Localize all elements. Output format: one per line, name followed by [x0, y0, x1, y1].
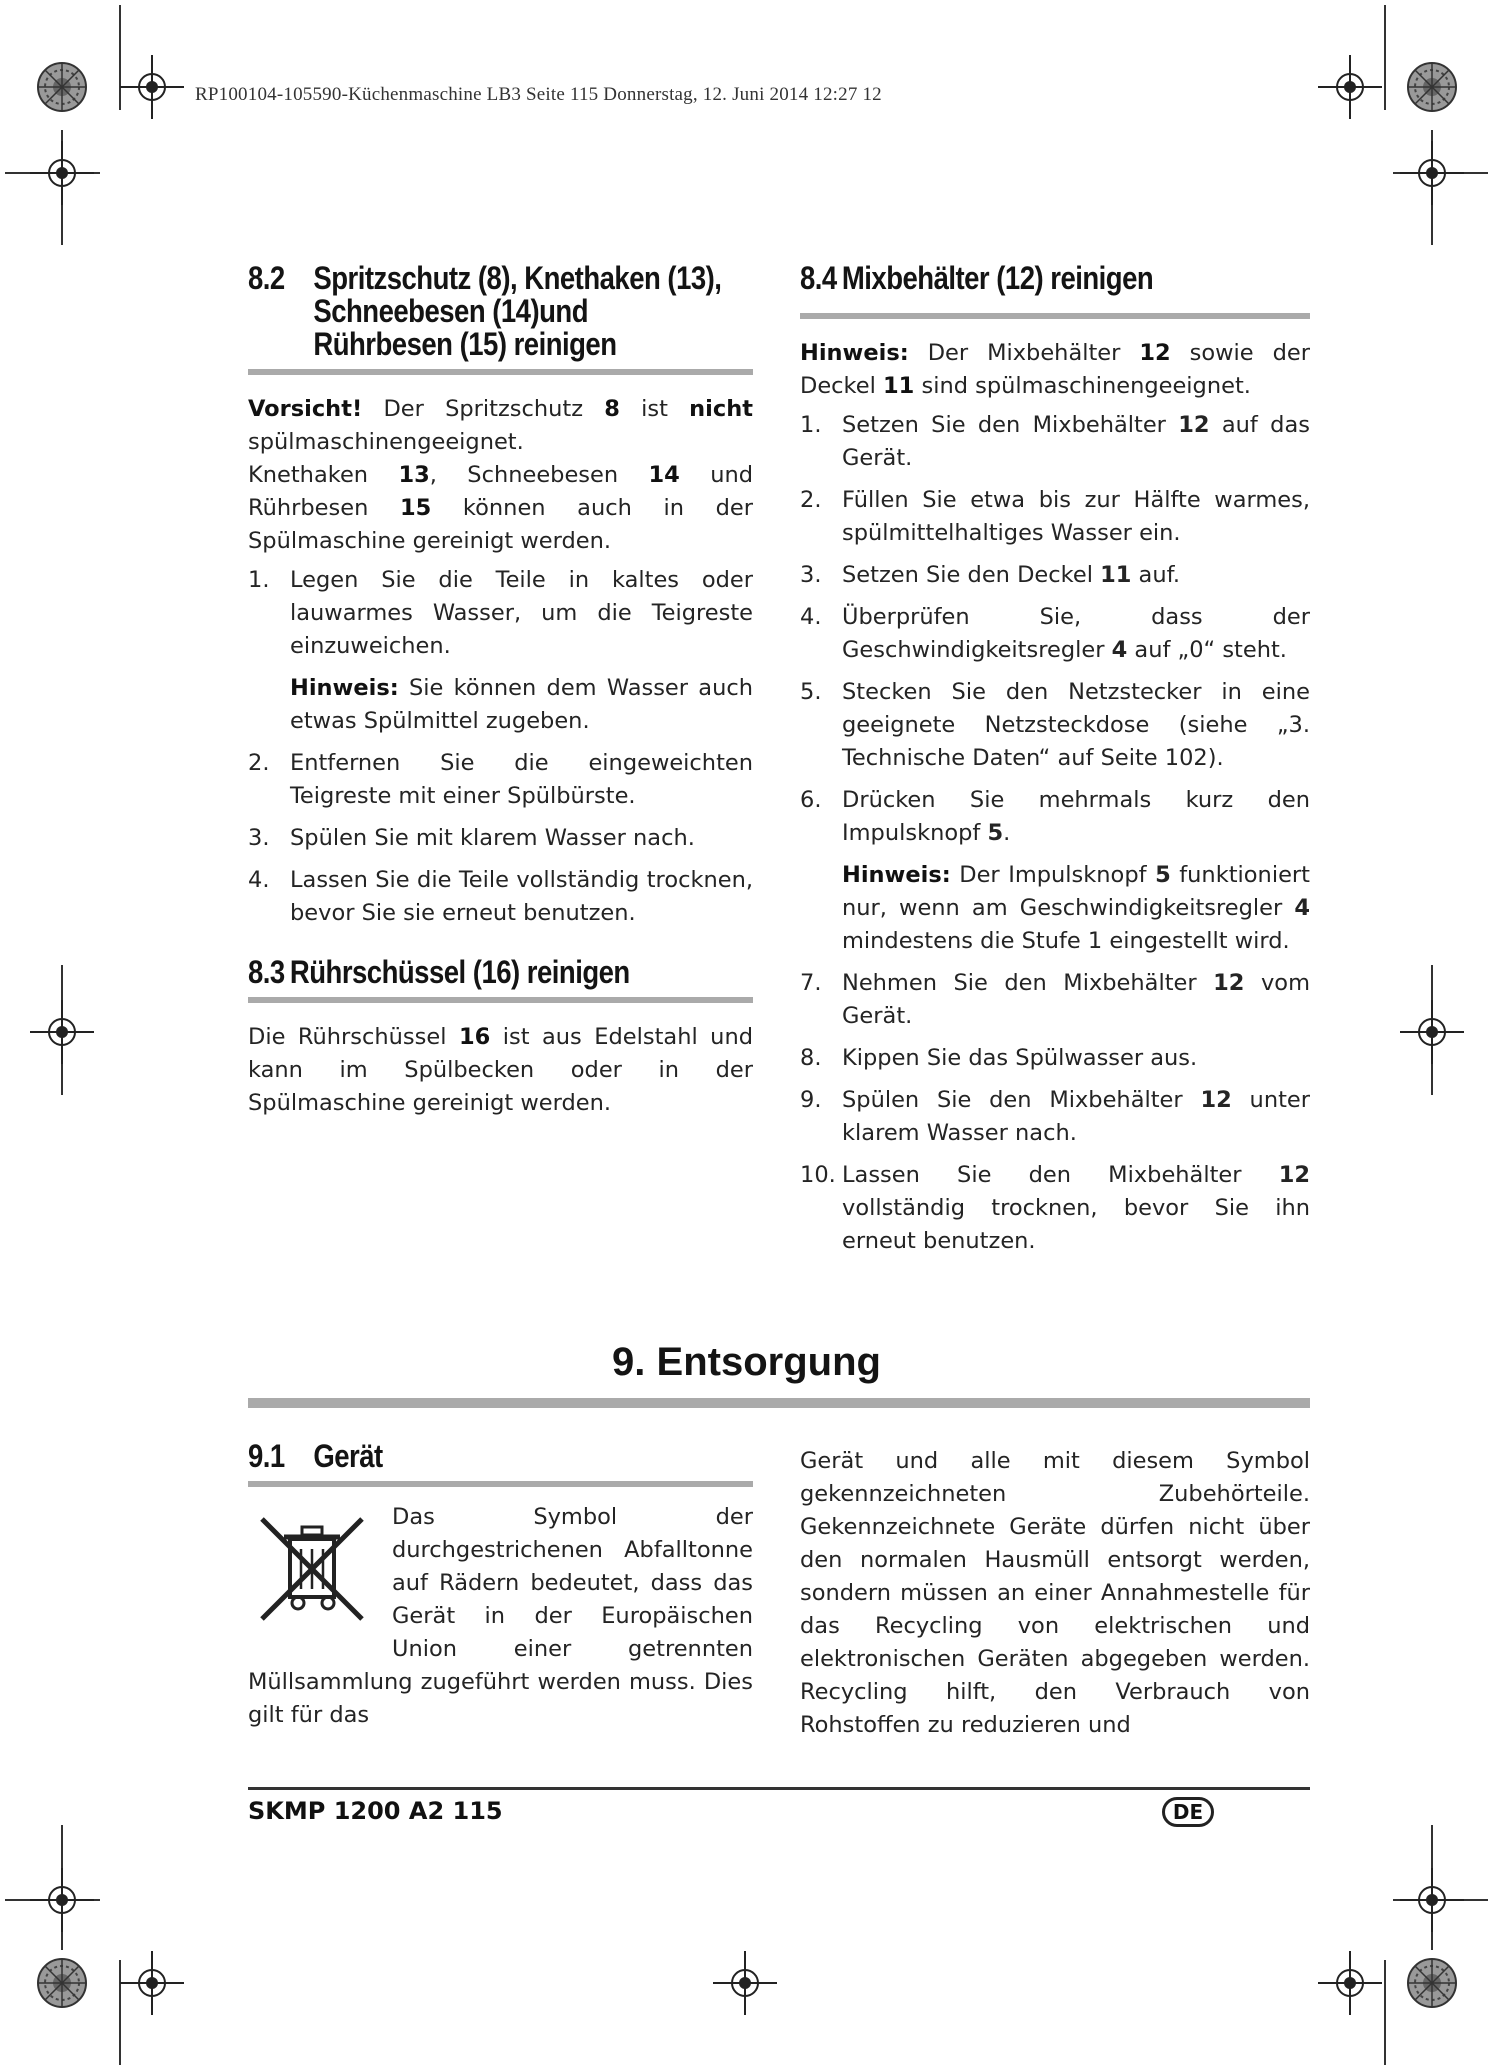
list-item: 5. Stecken Sie den Netzstecker in eine geeignete Netzsteckdose (siehe „3. Technische Daten“ auf Seite 102).	[800, 679, 1310, 771]
section-number: 8.2	[248, 260, 285, 296]
section-title: Gerät	[313, 1438, 383, 1474]
section-9-heading: 9. Entsorgung	[612, 1340, 881, 1384]
list-item: 4. Überprüfen Sie, dass der Geschwindigkeitsregler 4 auf „0“ steht.	[800, 604, 1310, 663]
list-item: 2. Entfernen Sie die eingeweichten Teigreste mit einer Spülbürste.	[248, 750, 753, 809]
disposal-continued-paragraph: Gerät und alle mit diesem Symbol gekennzeichneten Zubehörteile. Gekennzeichnete Geräte dürfen nicht über den normalen Hausmüll entsorgt werden, sondern müssen an einer Annahmestelle für das Recycling von elektrischen und elektronischen Geräten abgegeben werden. Recycling hilft, den Verbrauch von Rohstoffen zu reduzieren und	[800, 1448, 1310, 1738]
section-number: 9.1	[248, 1438, 285, 1474]
list-item: 3. Spülen Sie mit klarem Wasser nach.	[248, 825, 695, 851]
language-badge: DE	[1162, 1797, 1214, 1827]
section-rule	[248, 1481, 753, 1487]
left-column	[248, 262, 753, 1120]
list-item: 1. Setzen Sie den Mixbehälter 12 auf das Gerät.	[800, 412, 1310, 471]
dishwasher-paragraph: Knethaken 13, Schneebesen 14 und Rührbesen 15 können auch in der Spülmaschine gereinigt werden.	[248, 462, 754, 554]
mixer-note-paragraph: Hinweis: Der Mixbehälter 12 sowie der Deckel 11 sind spülmaschinengeeignet.	[800, 340, 1310, 399]
section-title: Rührschüssel (16) reinigen	[289, 954, 630, 990]
footer-rule	[248, 1787, 1310, 1790]
section-9-1-heading	[248, 1440, 752, 1473]
section-rule	[800, 313, 1310, 319]
disposal-symbol-paragraph: Das Symbol der durchgestrichenen Abfalltonne auf Rädern bedeutet, dass das Gerät in der Europäischen Union einer getrennten Müllsammlung zugeführt werden muss. Dies gilt für das	[248, 1504, 753, 1728]
list-item: 1. Legen Sie die Teile in kaltes oder lauwarmes Wasser, um die Teigreste einzuweichen.	[248, 567, 753, 659]
list-item: 2. Füllen Sie etwa bis zur Hälfte warmes, spülmittelhaltiges Wasser ein.	[800, 487, 1310, 546]
warning-paragraph: Vorsicht! Der Spritzschutz 8 ist nicht spülmaschinengeeignet.	[248, 396, 753, 455]
list-item: 9. Spülen Sie den Mixbehälter 12 unter klarem Wasser nach.	[800, 1087, 1310, 1146]
list-item: 8. Kippen Sie das Spülwasser aus.	[800, 1045, 1198, 1071]
note-paragraph: Hinweis: Sie können dem Wasser auch etwas Spülmittel zugeben.	[290, 675, 753, 734]
bowl-paragraph: Die Rührschüssel 16 ist aus Edelstahl und kann im Spülbecken oder in der Spülmaschine gereinigt werden.	[248, 1024, 753, 1116]
print-slug-line: RP100104-105590-Küchenmaschine LB3 Seite 115 Donnerstag, 12. Juni 2014 12:27 12	[195, 84, 882, 105]
section-title: Spritzschutz (8), Knethaken (13), Schneebesen (14)und Rührbesen (15) reinigen	[313, 260, 722, 362]
section-9-1-left	[248, 1440, 753, 1732]
list-item: 10. Lassen Sie den Mixbehälter 12 vollständig trocknen, bevor Sie ihn erneut benutzen.	[800, 1162, 1310, 1254]
section-rule	[248, 997, 753, 1003]
section-9-1-right	[800, 1445, 1310, 1742]
list-item: 4. Lassen Sie die Teile vollständig trocknen, bevor Sie sie erneut benutzen.	[248, 867, 753, 926]
section-8-3-heading	[248, 956, 752, 989]
section-9-rule	[248, 1398, 1310, 1408]
section-number: 8.4	[800, 260, 837, 296]
section-8-4-heading	[800, 262, 1309, 295]
crossed-out-wheelie-bin-icon	[252, 1511, 372, 1631]
section-title: Mixbehälter (12) reinigen	[841, 260, 1154, 296]
right-column	[800, 262, 1310, 1267]
section-number: 8.3	[248, 954, 285, 990]
cleaning-steps-list-cont	[248, 747, 753, 930]
impulse-note-paragraph: Hinweis: Der Impulsknopf 5 funktioniert nur, wenn am Geschwindigkeitsregler 4 mindestens die Stufe 1 eingestellt wird.	[842, 862, 1310, 954]
list-item: 3. Setzen Sie den Deckel 11 auf.	[800, 562, 1181, 588]
section-rule	[248, 369, 753, 375]
list-item: 6. Drücken Sie mehrmals kurz den Impulsknopf 5.	[800, 787, 1310, 846]
cleaning-steps-list	[248, 564, 753, 663]
mixer-steps-list-cont	[800, 967, 1310, 1258]
footer-model-page: SKMP 1200 A2 115	[248, 1797, 503, 1825]
section-8-2-heading	[248, 262, 752, 361]
list-item: 7. Nehmen Sie den Mixbehälter 12 vom Gerät.	[800, 970, 1310, 1029]
mixer-steps-list	[800, 409, 1310, 850]
